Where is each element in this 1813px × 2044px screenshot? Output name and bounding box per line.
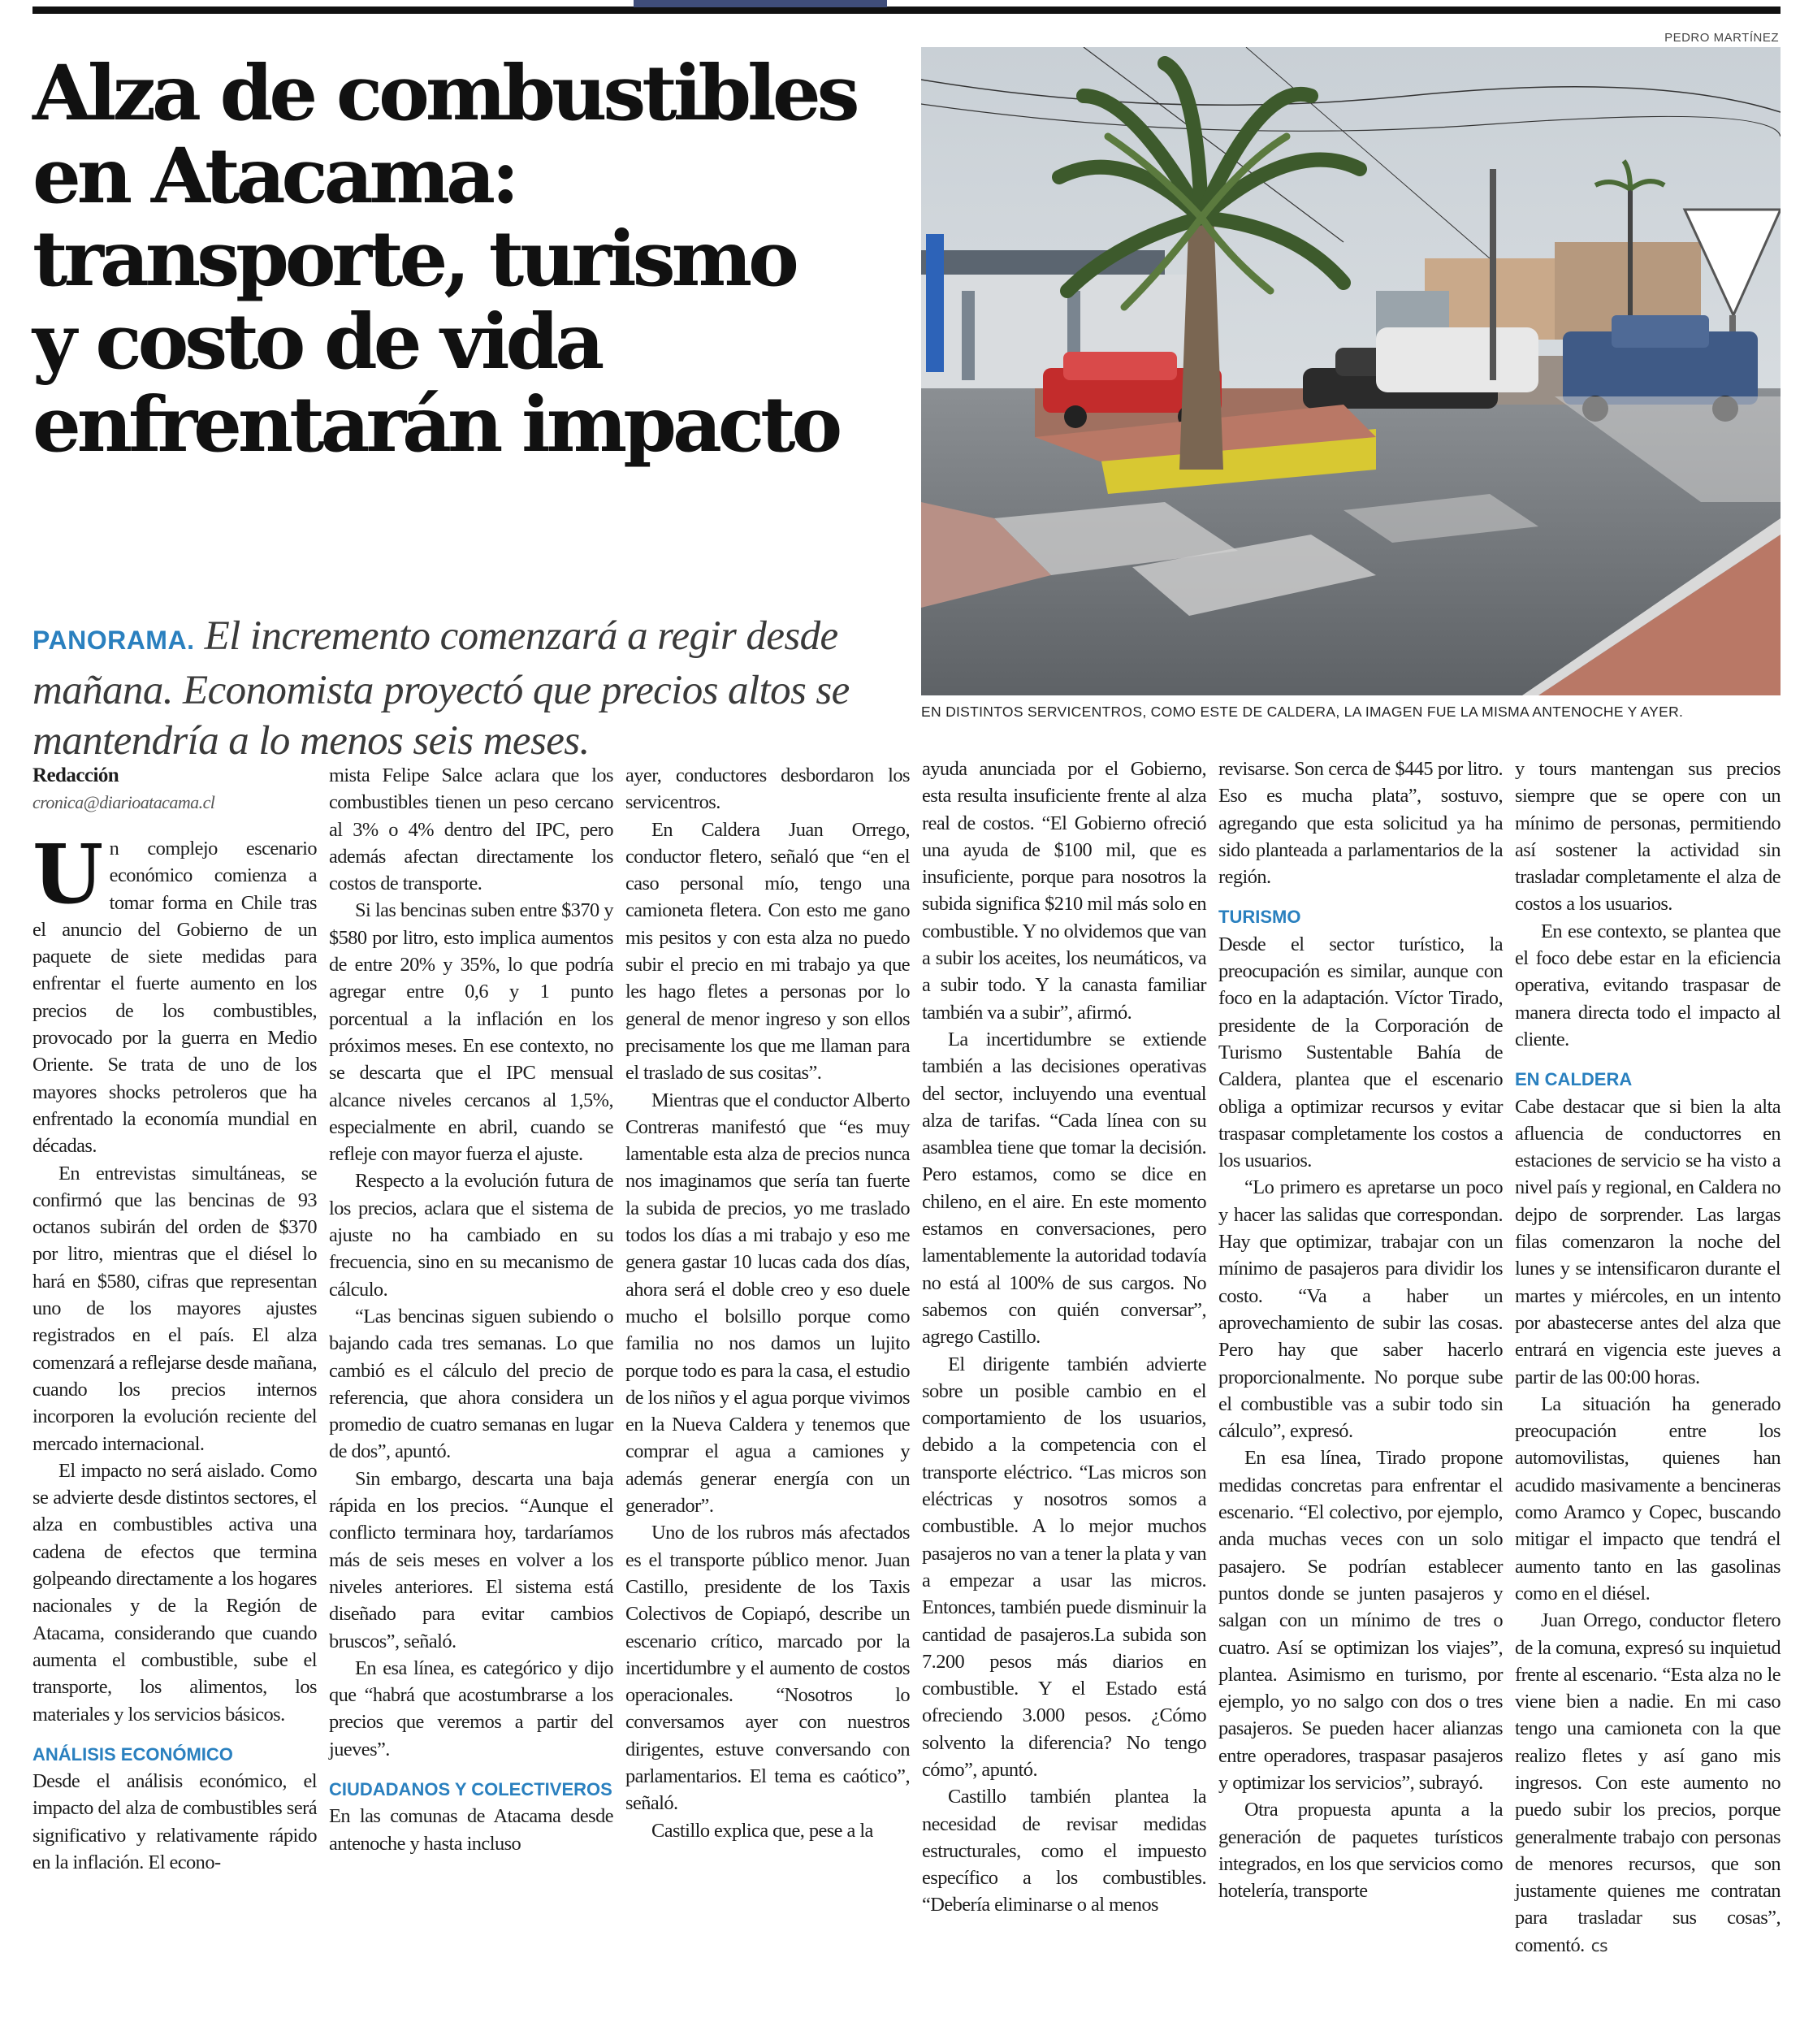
byline-email: cronica@diarioatacama.cl	[32, 792, 215, 812]
lead-text: El incremento comenzará a regir desde mañana. Economista proyectó que precios altos se mantendría a lo menos seis meses.	[32, 613, 850, 764]
article-column-3	[625, 762, 910, 1844]
article-paragraph: En ese contexto, se plantea que el foco debe estar en la eficiencia operativa, evitando traspasar de manera directa todo el impacto al cliente.	[1515, 920, 1781, 1050]
lead-kicker: PANORAMA.	[32, 626, 195, 655]
headline-line: enfrentarán impacto	[32, 380, 839, 470]
article-paragraph: El impacto no será aislado. Como se advierte desde distintos sectores, el alza en combustibles activa una cadena de efectos que termina golpeando directamente a los hogares nacionales y de la Región de Atacama, considerando que cuando aumenta el combustible, sube el transporte, los alimentos, los materiales y los servicios básicos.	[32, 1459, 317, 1726]
byline-author: Redacción	[32, 764, 119, 786]
article-paragraph	[32, 826, 317, 1160]
article-paragraph	[1515, 1607, 1781, 1960]
top-rule	[32, 6, 1781, 14]
photo-caption: EN DISTINTOS SERVICENTROS, COMO ESTE DE CALDERA, LA IMAGEN FUE LA MISMA ANTENOCHE Y AYER.	[921, 704, 1684, 720]
section-heading: EN CALDERA	[1515, 1069, 1633, 1090]
headline-line: y costo de vida	[32, 297, 601, 387]
article-paragraph: Cabe destacar que si bien la alta afluencia de conductorres en estaciones de servicio se ha visto a nivel país y regional, en Caldera no dejpo de sorprender. Las largas filas comenzaron la noche del lunes y se intensificaron durante el martes y miércoles, en un intento por abastecerse antes del alza que entrará en vigencia este jueves a partir de las 00:00 horas.	[1515, 1095, 1781, 1388]
article-paragraph: Sin embargo, descarta una baja rápida en los precios. “Aunque el conflicto terminara hoy, tardaríamos más de seis meses en volver a los niveles anteriores. El sistema está diseñado para evitar cambios bruscos”, señaló.	[329, 1467, 613, 1652]
article-paragraph: En las comunas de Atacama desde antenoche y hasta incluso	[329, 1805, 613, 1855]
article-paragraph: Otra propuesta apunta a la generación de paquetes turísticos integrados, en los que servicios como hotelería, transporte	[1218, 1799, 1503, 1903]
paragraph-text: n complejo escenario económico comienza a tomar forma en Chile tras el anuncio del Gobierno de un paquete de siete medidas para enfrentar el fuerte aumento en los precios de los combustibles, provocado por la guerra en Medio Oriente. Se trata de uno de los mayores shocks petroleros que ha enfrentado la economía mundial en décadas.	[32, 838, 317, 1158]
article-paragraph: La situación ha generado preocupación entre los automovilistas, quienes han acudido masivamente a bencineras como Aramco y Copec, buscando mitigar el impacto que tendrá el aumento tanto en las gasolinas como en el diésel.	[1515, 1392, 1781, 1604]
article-paragraph: “Lo primero es apretarse un poco y hacer las salidas que correspondan. Hay que optimizar, trabajar con un mínimo de pasajeros para dividir los costo. “Va a haber un aprovechamiento de subir las cosas. Pero hay que saber hacerlo proporcionalmente. No porque sube el combustible vas a subir todo sin cálculo”, expresó.	[1218, 1176, 1503, 1443]
article-paragraph: El dirigente también advierte sobre un posible cambio en el comportamiento de los usuarios, debido a la competencia con el transporte eléctrico. “Las micros son eléctricas y nosotros somos a combustible. A lo mejor muchos pasajeros no van a tener la plata y van a empezar a usar las micros. Entonces, también puede disminuir la cantidad de pasajeros.La subida son 7.200 pesos más diarios en combustible. Y el Estado está ofreciendo 3.000 pesos. ¿Cómo solvento la diferencia? No tengo cómo”, apuntó.	[922, 1353, 1206, 1781]
section-heading: CIUDADANOS Y COLECTIVEROS	[329, 1778, 612, 1799]
article-paragraph: En esa línea, Tirado propone medidas concretas para enfrentar el escenario. “El colectivo, por ejemplo, anda muchas veces con un solo pasajero. Se podrían establecer puntos donde se junten pasajeros y salgan con un mínimo de tres o cuatro. Así se optimizan los viajes”, plantea. Asimismo en turismo, por ejemplo, yo no salgo con dos o tres pasajeros. Se pueden hacer alianzas entre operadores, traspasar pasajeros y optimizar los servicios”, subrayó.	[1218, 1447, 1503, 1794]
article-paragraph: En esa línea, es categórico y dijo que “habrá que acostumbrarse a los precios que veremos a partir del jueves”.	[329, 1656, 613, 1760]
article-paragraph: revisarse. Son cerca de $445 por litro. Eso es mucha plata”, sostuvo, agregando que esta solicitud ya ha sido planteada a parlamentarios de la región.	[1218, 758, 1503, 889]
article-column-2	[329, 762, 613, 1857]
article-paragraph: Castillo también plantea la necesidad de revisar medidas estructurales, como el impuesto específico a los combustibles. “Debería eliminarse o al menos	[922, 1786, 1206, 1916]
dropcap: U	[32, 826, 103, 922]
top-photo-strip	[634, 0, 887, 7]
headline-line: Alza de combustibles	[32, 49, 856, 138]
headline-line: transporte, turismo	[32, 214, 795, 304]
article-paragraph: ayuda anunciada por el Gobierno, esta resulta insuficiente frente al alza real de costos. “El Gobierno ofreció una ayuda de $100 mil, que es insuficiente, porque para nosotros la subida significa $210 mil más solo en combustible. Y no olvidemos que van a subir los aceites, los neumáticos, va a subir todo. Y la canasta familiar también va a subir”, afirmó.	[922, 758, 1206, 1024]
article-photo	[921, 47, 1781, 695]
article-paragraph: Si las bencinas suben entre $370 y $580 por litro, esto implica aumentos de entre 20% y 35%, lo que podría agregar entre 0,6 y 1 punto porcentual a la inflación en los próximos meses. En ese contexto, no se descarta que el IPC mensual alcance niveles cercanos al 1,5%, especialmente en abril, cuando se refleje con mayor fuerza el ajuste.	[329, 899, 613, 1166]
headline	[32, 49, 910, 470]
section-heading: TURISMO	[1218, 907, 1301, 928]
article-paragraph: “Las bencinas siguen subiendo o bajando cada tres semanas. Lo que cambió es el cálculo del precio de referencia, que ahora considera un promedio de cuatro semanas en lugar de dos”, apuntó.	[329, 1305, 613, 1463]
article-paragraph: ayer, conductores desbordaron los servicentros.	[625, 764, 910, 814]
article-paragraph: Desde el análisis económico, el impacto del alza de combustibles será significativo y relativamente rápido en la inflación. El econo-	[32, 1770, 317, 1873]
paragraph-text: Juan Orrego, conductor fletero de la comuna, expresó su inquietud frente al escenario. “Esta alza no le viene bien a nadie. En mi caso tengo una camioneta con la que realizo fletes y así gano mis ingresos. Con este aumento no puedo subir los precios, porque generalmente trabajo con personas de menores recursos, que son justamente quienes me contratan para trasladar sus cosas”, comentó.	[1515, 1609, 1781, 1956]
article-paragraph: Desde el sector turístico, la preocupación es similar, aunque con foco en la adaptación. Víctor Tirado, presidente de la Corporación de Turismo Sustentable Bahía de Caldera, plantea que el escenario obliga a optimizar recursos y evitar traspasar completamente los costos a los usuarios.	[1218, 933, 1503, 1172]
lead-paragraph	[32, 611, 910, 766]
article-column-6	[1515, 756, 1781, 1960]
photo-credit: PEDRO MARTÍNEZ	[1664, 31, 1779, 45]
article-paragraph: y tours mantengan sus precios siempre que se opere con un mínimo de personas, permitiendo así sostener la actividad sin trasladar completamente el alza de costos a los usuarios.	[1515, 758, 1781, 916]
article-paragraph: Respecto a la evolución futura de los precios, aclara que el sistema de ajuste no ha cambiado en su frecuencia, sino en su mecanismo de cálculo.	[329, 1170, 613, 1301]
article-paragraph: En entrevistas simultáneas, se confirmó que las bencinas de 93 octanos subirán del orden de $370 por litro, mientras que el diésel lo hará en $580, cifras que representan uno de los mayores ajustes registrados en el país. El alza comenzará a reflejarse desde mañana, cuando los precios internos incorporen la evolución reciente del mercado internacional.	[32, 1162, 317, 1455]
headline-line: en Atacama:	[32, 132, 516, 221]
article-column-4	[922, 756, 1206, 1919]
article-paragraph: Castillo explica que, pese a la	[651, 1819, 873, 1842]
article-paragraph: Mientras que el conductor Alberto Contreras manifestó que “es muy lamentable esta alza de precios nunca nos imaginamos que sería tan fuerte la subida de precios, yo me traslado todos los días a mi trabajo y eso me genera gastar 10 lucas cada dos días, ahora será el doble creo y eso duele mucho el bolsillo porque como familia no nos damos un lujito porque todo es para la casa, el estudio de los niños y el agua porque vivimos en la Nueva Caldera y tenemos que comprar el agua a camiones y además generar energía con un generador”.	[625, 1089, 910, 1518]
article-paragraph: La incertidumbre se extiende también a las decisiones operativas del sector, incluyendo una eventual alza de tarifas. “Cada línea con su asamblea tiene que tomar la decisión. Pero estamos, como se dice en chileno, en el aire. En este momento estamos en conversaciones, pero lamentablemente la autoridad todavía no está al 100% de sus cargos. No sabemos con quién conversar”, agrego Castillo.	[922, 1028, 1206, 1349]
article-column-5	[1218, 756, 1503, 1904]
end-mark-icon: cs	[1590, 1935, 1608, 1955]
article-paragraph: En Caldera Juan Orrego, conductor fletero, señaló que “en el caso personal mío, tengo una camioneta fletera. Con esto me gano mis pesitos y con esta alza no puedo subir el precio en mi trabajo ya que les hago fletes a personas por lo general de menor ingreso y son ellos precisamente los que me llaman para el traslado de sus cositas”.	[625, 818, 910, 1085]
article-paragraph: mista Felipe Salce aclara que los combustibles tienen un peso cercano al 3% o 4% dentro del IPC, pero además afectan directamente los costos de transporte.	[329, 764, 613, 895]
article-column-1	[32, 762, 317, 1876]
section-heading: ANÁLISIS ECONÓMICO	[32, 1743, 233, 1765]
article-paragraph: Uno de los rubros más afectados es el transporte público menor. Juan Castillo, presidente de los Taxis Colectivos de Copiapó, describe un escenario crítico, marcado por la incertidumbre y el aumento de costos operacionales. “Nosotros lo conversamos ayer con nuestros dirigentes, estuve conversando con parlamentarios. El tema es caótico”, señaló.	[625, 1522, 910, 1815]
